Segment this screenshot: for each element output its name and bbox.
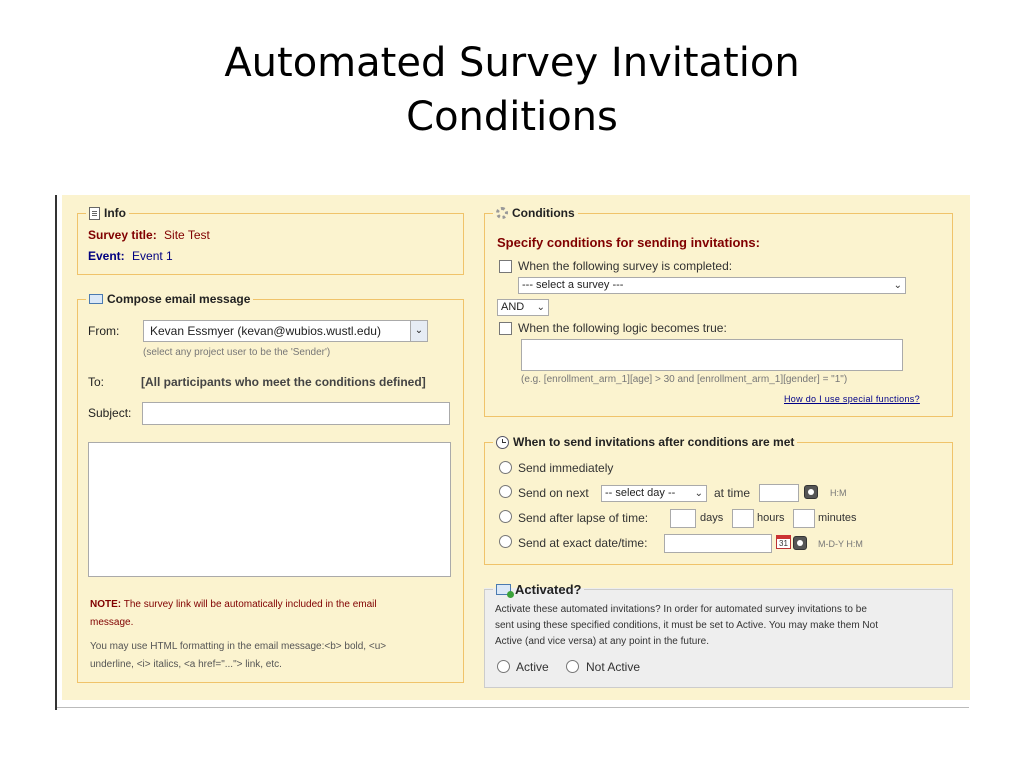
info-legend bbox=[86, 206, 129, 220]
active-radio[interactable] bbox=[497, 660, 510, 673]
special-functions-help-link[interactable] bbox=[784, 391, 920, 405]
to-value: [All participants who meet the conditions defined] bbox=[141, 375, 426, 389]
help-link-text: How do I use special functions? bbox=[784, 394, 920, 404]
time-input[interactable] bbox=[759, 484, 799, 502]
from-hint: (select any project user to be the 'Sender') bbox=[143, 347, 331, 358]
send-on-next-label: Send on next bbox=[518, 486, 589, 500]
not-active-label: Not Active bbox=[586, 660, 641, 674]
note-text-1: The survey link will be automatically included in the email bbox=[121, 599, 377, 610]
activated-legend-label: Activated? bbox=[515, 582, 582, 597]
html-hint-line-2: underline, <i> italics, <a href="..."> link, etc. bbox=[90, 659, 282, 670]
lapse-minutes-input[interactable] bbox=[793, 509, 815, 528]
survey-title-value: Site Test bbox=[164, 228, 210, 242]
operator-select-value: AND bbox=[501, 301, 525, 313]
compose-legend bbox=[86, 292, 253, 306]
slide-title-line-1: Automated Survey Invitation bbox=[224, 40, 800, 86]
chevron-down-icon: ⌄ bbox=[694, 488, 703, 499]
chevron-down-icon: ⌄ bbox=[893, 280, 902, 291]
conditions-legend bbox=[493, 206, 578, 220]
to-label: To: bbox=[88, 375, 105, 389]
chevron-down-icon: ⌄ bbox=[536, 302, 545, 313]
event-value: Event 1 bbox=[132, 249, 173, 263]
note-line-1 bbox=[90, 599, 377, 610]
frame-bottom-border bbox=[57, 707, 969, 708]
event-row bbox=[88, 249, 173, 263]
info-legend-label: Info bbox=[104, 206, 126, 220]
send-exact-radio[interactable] bbox=[499, 535, 512, 548]
clock-icon bbox=[496, 436, 509, 449]
day-select[interactable] bbox=[601, 485, 707, 502]
survey-invitation-panel bbox=[62, 195, 970, 700]
conditions-heading: Specify conditions for sending invitations: bbox=[497, 235, 760, 250]
activated-desc-line-2: sent using these specified conditions, it must be set to Active. You may make them Not bbox=[495, 620, 878, 631]
from-select[interactable] bbox=[143, 320, 428, 342]
send-exact-label: Send at exact date/time: bbox=[518, 536, 648, 550]
when-to-send-legend-label: When to send invitations after conditions are met bbox=[513, 435, 795, 449]
survey-title-label: Survey title: bbox=[88, 228, 157, 242]
time-picker-button[interactable] bbox=[804, 485, 818, 499]
from-select-value: Kevan Essmyer (kevan@wubios.wustl.edu) bbox=[150, 324, 381, 338]
when-to-send-legend bbox=[493, 435, 797, 449]
note-line-2: message. bbox=[90, 617, 134, 628]
activated-desc-line-1: Activate these automated invitations? In order for automated survey invitations to be bbox=[495, 604, 867, 615]
note-bold: NOTE: bbox=[90, 599, 122, 610]
survey-select[interactable] bbox=[518, 277, 906, 294]
activated-fieldset bbox=[484, 582, 953, 688]
activated-legend bbox=[493, 582, 584, 597]
logic-true-checkbox[interactable] bbox=[499, 322, 512, 335]
lapse-hours-label: hours bbox=[757, 512, 785, 524]
event-label: Event: bbox=[88, 249, 125, 263]
send-after-lapse-radio[interactable] bbox=[499, 510, 512, 523]
compose-legend-label: Compose email message bbox=[107, 292, 251, 306]
envelope-check-icon bbox=[496, 584, 511, 595]
email-body-textarea[interactable] bbox=[88, 442, 451, 577]
subject-label: Subject: bbox=[88, 406, 132, 420]
lapse-minutes-label: minutes bbox=[818, 512, 857, 524]
slide-title-line-2: Conditions bbox=[406, 94, 618, 140]
datetime-format-hint: M-D-Y H:M bbox=[818, 539, 863, 549]
day-select-value: -- select day -- bbox=[605, 487, 676, 499]
activated-desc-line-3: Active (and vice versa) at any point in the future. bbox=[495, 636, 709, 647]
lapse-days-label: days bbox=[700, 512, 724, 524]
logic-true-label: When the following logic becomes true: bbox=[518, 321, 727, 335]
survey-select-value: --- select a survey --- bbox=[522, 279, 624, 291]
survey-completed-checkbox[interactable] bbox=[499, 260, 512, 273]
gear-icon bbox=[496, 207, 508, 219]
not-active-radio[interactable] bbox=[566, 660, 579, 673]
logic-textarea[interactable] bbox=[521, 339, 903, 371]
survey-completed-label: When the following survey is completed: bbox=[518, 259, 733, 273]
datetime-clock-button[interactable] bbox=[793, 536, 807, 550]
send-immediately-radio[interactable] bbox=[499, 461, 512, 474]
active-label: Active bbox=[516, 660, 549, 674]
time-format-hint: H:M bbox=[830, 488, 847, 498]
slide-title bbox=[0, 36, 1024, 144]
at-time-label: at time bbox=[714, 486, 751, 500]
envelope-icon bbox=[89, 294, 103, 304]
exact-datetime-input[interactable] bbox=[664, 534, 772, 553]
conditions-legend-label: Conditions bbox=[512, 206, 575, 220]
logic-example: (e.g. [enrollment_arm_1][age] > 30 and [enrollment_arm_1][gender] = "1") bbox=[521, 374, 848, 385]
lapse-days-input[interactable] bbox=[670, 509, 696, 528]
operator-select[interactable] bbox=[497, 299, 549, 316]
html-hint-line-1: You may use HTML formatting in the email message:<b> bold, <u> bbox=[90, 641, 387, 652]
calendar-button[interactable]: 31 bbox=[776, 535, 791, 549]
subject-input[interactable] bbox=[142, 402, 450, 425]
from-label: From: bbox=[88, 324, 120, 338]
chevron-down-icon: ⌄ bbox=[410, 321, 427, 341]
send-immediately-label: Send immediately bbox=[518, 461, 614, 475]
frame-left-border bbox=[55, 195, 57, 710]
survey-title-row bbox=[88, 228, 210, 242]
send-on-next-radio[interactable] bbox=[499, 485, 512, 498]
send-after-lapse-label: Send after lapse of time: bbox=[518, 511, 649, 525]
lapse-hours-input[interactable] bbox=[732, 509, 754, 528]
document-icon bbox=[89, 207, 100, 220]
